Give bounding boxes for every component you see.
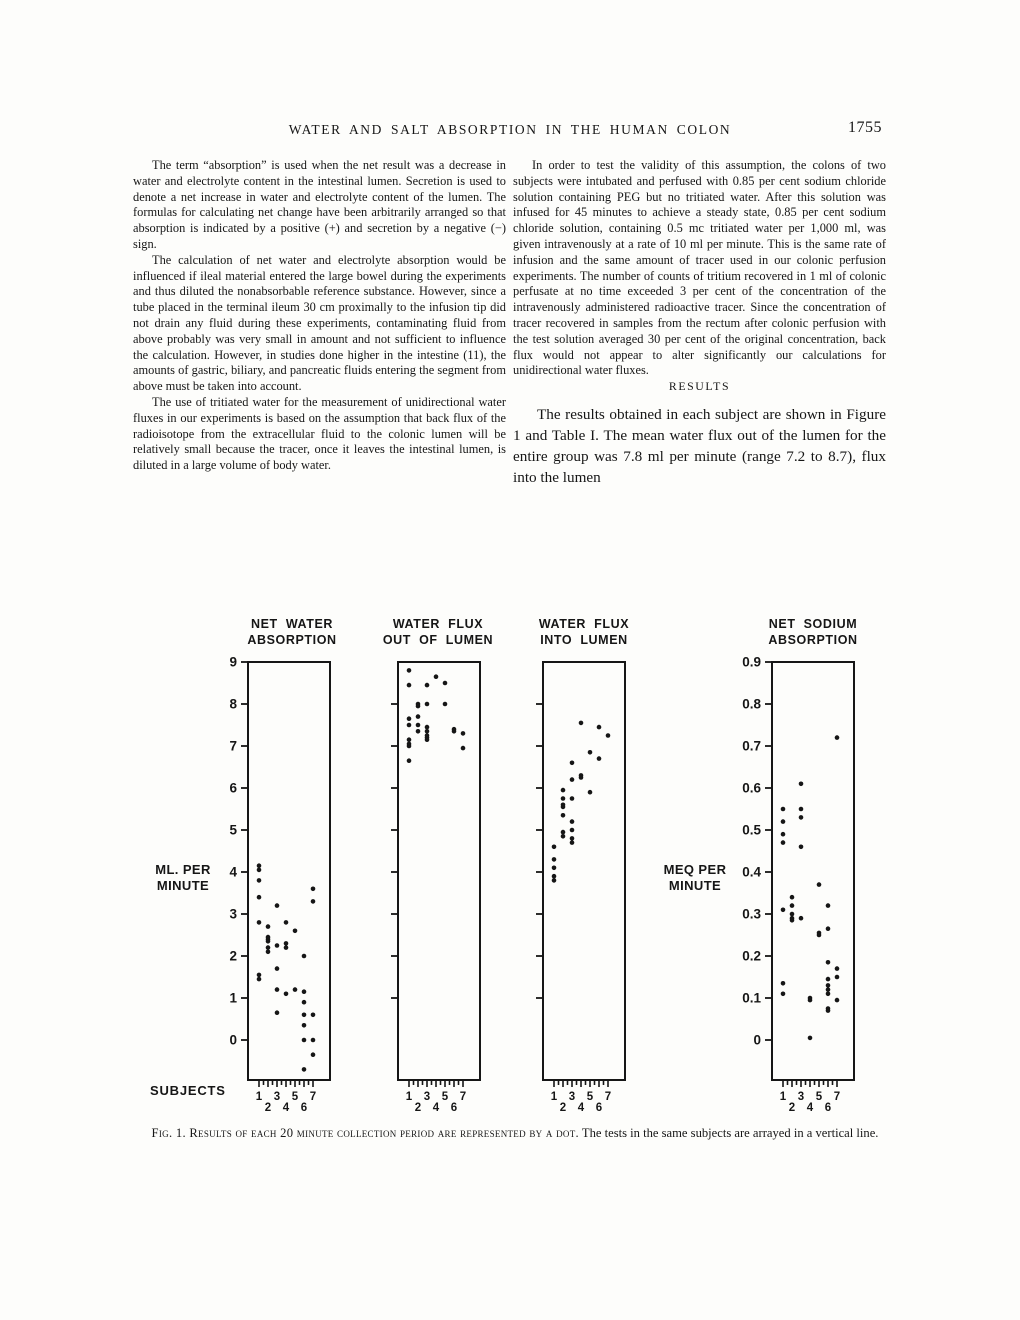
scatter-dot	[311, 899, 316, 904]
scatter-dot	[443, 702, 448, 707]
scatter-dot	[266, 950, 271, 955]
scatter-dot	[407, 716, 412, 721]
x-tick-label: 6	[300, 1102, 308, 1114]
figure-caption	[124, 1125, 906, 1143]
scatter-dot	[284, 992, 289, 997]
subjects-axis-label: SUBJECTS	[150, 1083, 226, 1098]
scatter-dot	[799, 782, 804, 787]
x-tick-label: 1	[255, 1091, 263, 1103]
scatter-dot	[257, 878, 262, 883]
scatter-dot	[835, 975, 840, 980]
scatter-dot	[266, 945, 271, 950]
x-tick-label: 7	[309, 1091, 317, 1103]
scatter-dot	[434, 674, 439, 679]
scatter-dot	[561, 788, 566, 793]
scatter-dot	[570, 761, 575, 766]
scatter-dot	[443, 681, 448, 686]
scatter-dot	[311, 1052, 316, 1057]
scatter-dot	[311, 1013, 316, 1018]
y-tick-label: 2	[229, 948, 237, 964]
y-tick-label: 7	[229, 738, 237, 754]
x-tick-label: 5	[815, 1091, 823, 1103]
scatter-dot	[284, 920, 289, 925]
scatter-dot	[275, 1010, 280, 1015]
x-tick-label: 3	[423, 1091, 431, 1103]
scatter-dot	[407, 737, 412, 742]
scatter-dot	[302, 1038, 307, 1043]
scatter-dot	[588, 790, 593, 795]
scatter-dot	[799, 807, 804, 812]
scatter-dot	[257, 973, 262, 978]
y-tick-label: 1	[229, 990, 237, 1006]
scatter-dot	[257, 895, 262, 900]
scatter-dot	[257, 863, 262, 868]
scatter-dot	[826, 903, 831, 908]
chart-title-net-water-absorption: NET WATER ABSORPTION	[247, 617, 337, 647]
paragraph: The calculation of net water and electrolyte absorption would be influenced if ileal material entered the large bowel during the experiments and thus diluted the nonabsorbable reference substance. However, since a tube placed in the terminal ileum 30 cm proximally to the infusion tip did not drain any fluid during these experiments, contaminating fluid from above probably was very small in amount and not sufficient to influence the calculation. However, in studies done higher in the intestine (11), the amounts of gastric, biliary, and pancreatic fluids entering the segment from above must be taken into account.	[133, 252, 506, 394]
x-tick-label: 2	[414, 1102, 422, 1114]
results-heading: RESULTS	[668, 379, 731, 394]
caption-smallcaps: Fig. 1. Results of each 20 minute collection period are represented by a dot.	[151, 1126, 579, 1140]
scatter-dot	[461, 731, 466, 736]
scatter-dot	[302, 954, 307, 959]
chart-box	[543, 662, 625, 1080]
scatter-dot	[570, 777, 575, 782]
y-tick-label: 0.4	[742, 864, 761, 880]
scatter-dot	[781, 840, 786, 845]
scatter-dot	[808, 998, 813, 1003]
x-tick-label: 4	[432, 1102, 440, 1114]
x-tick-label: 6	[595, 1102, 603, 1114]
paragraph: In order to test the validity of this assumption, the colons of two subjects were intubated and perfused with 0.85 per cent sodium chloride solution containing PEG but no tritiated water. After this solution was infused for 45 minutes to achieve a steady state, 0.85 per cent sodium chloride solution, containing 0.5 mc tritiated water per 1,000 ml, was given intravenously at a rate of 10 ml per minute. This is the same rate of infusion and the same amount of tracer used in our colonic perfusion experiments. The number of counts of tritium recovered in 1 ml of colonic perfusate at no time exceeded 3 per cent of the concentration of the intravenously administered radioactive tracer. Since the concentration of tracer recovered in samples from the rectum after colonic perfusion with the test solution averaged 30 per cent of the original concentration, back flux would not appear to alter significantly our calculations for unidirectional water fluxes.	[513, 158, 886, 378]
scatter-dot	[552, 866, 557, 871]
scatter-dot	[416, 723, 421, 728]
scatter-dot	[293, 929, 298, 934]
scatter-dot	[275, 966, 280, 971]
scatter-dot	[799, 916, 804, 921]
scatter-dot	[826, 960, 831, 965]
results-paragraph: The results obtained in each subject are shown in Figure 1 and Table I. The mean water flux out of the lumen for the entire group was 7.8 ml per minute (range 7.2 to 8.7), flux into the lumen	[513, 405, 886, 486]
scatter-dot	[302, 1023, 307, 1028]
scatter-dot	[826, 983, 831, 988]
x-tick-label: 2	[559, 1102, 567, 1114]
scatter-dot	[781, 807, 786, 812]
scatter-dot	[425, 737, 430, 742]
scatter-dot	[561, 834, 566, 839]
scatter-dot	[781, 819, 786, 824]
x-tick-label: 1	[550, 1091, 558, 1103]
scatter-dot	[302, 1067, 307, 1072]
scatter-dot	[561, 830, 566, 835]
chart-title-net-sodium-absorption: NET SODIUM ABSORPTION	[768, 617, 858, 647]
y-tick-label: 0.5	[742, 822, 761, 838]
scatter-dot	[275, 903, 280, 908]
scatter-dot	[461, 746, 466, 751]
scatter-dot	[552, 857, 557, 862]
scatter-dot	[781, 981, 786, 986]
scatter-dot	[588, 750, 593, 755]
chart-title-water-flux-into: WATER FLUX INTO LUMEN	[538, 617, 630, 647]
y-tick-label: 0.6	[742, 780, 761, 796]
x-tick-label: 4	[806, 1102, 814, 1114]
scatter-dot	[570, 796, 575, 801]
y-tick-label: 0.7	[742, 738, 761, 754]
chart-title-water-flux-out: WATER FLUX OUT OF LUMEN	[382, 617, 494, 647]
y-tick-label: 0	[229, 1032, 237, 1048]
x-tick-label: 7	[833, 1091, 841, 1103]
scatter-dot	[407, 758, 412, 763]
scatter-dot	[570, 836, 575, 841]
scatter-dot	[835, 998, 840, 1003]
scatter-dot	[284, 941, 289, 946]
caption-rest: The tests in the same subjects are arrayed in a vertical line.	[581, 1126, 879, 1140]
x-tick-label: 1	[779, 1091, 787, 1103]
scatter-dot	[561, 813, 566, 818]
x-tick-label: 5	[291, 1091, 299, 1103]
x-tick-label: 2	[788, 1102, 796, 1114]
scatter-dot	[570, 840, 575, 845]
scatter-dot	[799, 815, 804, 820]
scatter-dot	[257, 868, 262, 873]
x-tick-label: 7	[459, 1091, 467, 1103]
meq-per-minute-label: MEQ PER MINUTE	[663, 862, 727, 893]
scatter-dot	[826, 977, 831, 982]
y-tick-label: 0.8	[742, 696, 761, 712]
scatter-dot	[275, 943, 280, 948]
y-tick-label: 6	[229, 780, 237, 796]
paragraph: The term “absorption” is used when the net result was a decrease in water and electrolyte content in the intestinal lumen. Secretion is used to denote a net increase in water and electrolyte content of the lumen. The formulas for calculating net change have been arbitrarily arranged so that absorption is indicated by a positive (+) and secretion by a negative (−) sign.	[133, 158, 506, 251]
scatter-dot	[579, 721, 584, 726]
x-tick-label: 3	[273, 1091, 281, 1103]
scatter-dot	[570, 819, 575, 824]
chart-box	[772, 662, 854, 1080]
scatter-dot	[781, 992, 786, 997]
scatter-dot	[293, 987, 298, 992]
scatter-dot	[416, 714, 421, 719]
scatter-dot	[561, 796, 566, 801]
scatter-dot	[425, 729, 430, 734]
scatter-dot	[597, 756, 602, 761]
y-tick-label: 0.1	[742, 990, 761, 1006]
x-tick-label: 3	[797, 1091, 805, 1103]
scatter-dot	[416, 729, 421, 734]
y-tick-label: 3	[229, 906, 237, 922]
x-tick-label: 2	[264, 1102, 272, 1114]
x-tick-label: 6	[824, 1102, 832, 1114]
scatter-dot	[266, 939, 271, 944]
x-tick-label: 5	[586, 1091, 594, 1103]
x-tick-label: 4	[282, 1102, 290, 1114]
page-number: 1755	[848, 119, 882, 136]
scatter-dot	[790, 918, 795, 923]
y-tick-label: 0.9	[742, 654, 761, 670]
scatter-dot	[826, 987, 831, 992]
x-tick-label: 3	[568, 1091, 576, 1103]
scatter-dot	[835, 735, 840, 740]
scatter-dot	[257, 977, 262, 982]
scatter-dot	[597, 725, 602, 730]
scatter-dot	[416, 704, 421, 709]
scatter-dot	[552, 874, 557, 879]
scatter-dot	[284, 945, 289, 950]
y-tick-label: 0	[753, 1032, 761, 1048]
ml-per-minute-label: ML. PER MINUTE	[155, 862, 211, 893]
paragraph: The use of tritiated water for the measurement of unidirectional water fluxes in our experiments is based on the assumption that back flux of the radioisotope from the extracellular fluid to the colonic lumen will be relatively small because the tracer, once it leaves the intestinal lumen, is diluted in a large volume of body water.	[133, 394, 506, 473]
scatter-dot	[817, 882, 822, 887]
y-tick-label: 8	[229, 696, 237, 712]
x-tick-label: 6	[450, 1102, 458, 1114]
scatter-dot	[407, 683, 412, 688]
scatter-dot	[570, 828, 575, 833]
scatter-dot	[275, 987, 280, 992]
scatter-dot	[425, 725, 430, 730]
scatter-dot	[817, 933, 822, 938]
scatter-dot	[561, 805, 566, 810]
scatter-dot	[790, 912, 795, 917]
scatter-dot	[835, 966, 840, 971]
scatter-dot	[302, 1000, 307, 1005]
x-tick-label: 4	[577, 1102, 585, 1114]
y-tick-label: 4	[229, 864, 237, 880]
scatter-dot	[266, 924, 271, 929]
scatter-dot	[790, 903, 795, 908]
scatter-dot	[552, 845, 557, 850]
scatter-dot	[790, 895, 795, 900]
scatter-dot	[257, 920, 262, 925]
scatter-dot	[826, 926, 831, 931]
scatter-dot	[606, 733, 611, 738]
scatter-dot	[799, 845, 804, 850]
scatter-dot	[579, 775, 584, 780]
scatter-dot	[826, 1008, 831, 1013]
scatter-dot	[302, 1013, 307, 1018]
scatter-dot	[808, 1036, 813, 1041]
y-tick-label: 9	[229, 654, 237, 670]
scatter-dot	[452, 729, 457, 734]
scatter-dot	[311, 887, 316, 892]
scatter-dot	[407, 744, 412, 749]
scatter-dot	[781, 832, 786, 837]
scatter-dot	[781, 908, 786, 913]
y-tick-label: 0.2	[742, 948, 761, 964]
scatter-dot	[425, 683, 430, 688]
scatter-dot	[407, 723, 412, 728]
scatter-dot	[302, 989, 307, 994]
x-tick-label: 5	[441, 1091, 449, 1103]
scatter-dot	[311, 1038, 316, 1043]
y-tick-label: 5	[229, 822, 237, 838]
scatter-dot	[826, 992, 831, 997]
y-tick-label: 0.3	[742, 906, 761, 922]
scatter-dot	[425, 702, 430, 707]
scatter-charts-canvas	[0, 600, 1020, 1122]
x-tick-label: 7	[604, 1091, 612, 1103]
running-title: WATER AND SALT ABSORPTION IN THE HUMAN COLON	[288, 122, 732, 137]
scatter-dot	[407, 668, 412, 673]
x-tick-label: 1	[405, 1091, 413, 1103]
scatter-dot	[552, 878, 557, 883]
